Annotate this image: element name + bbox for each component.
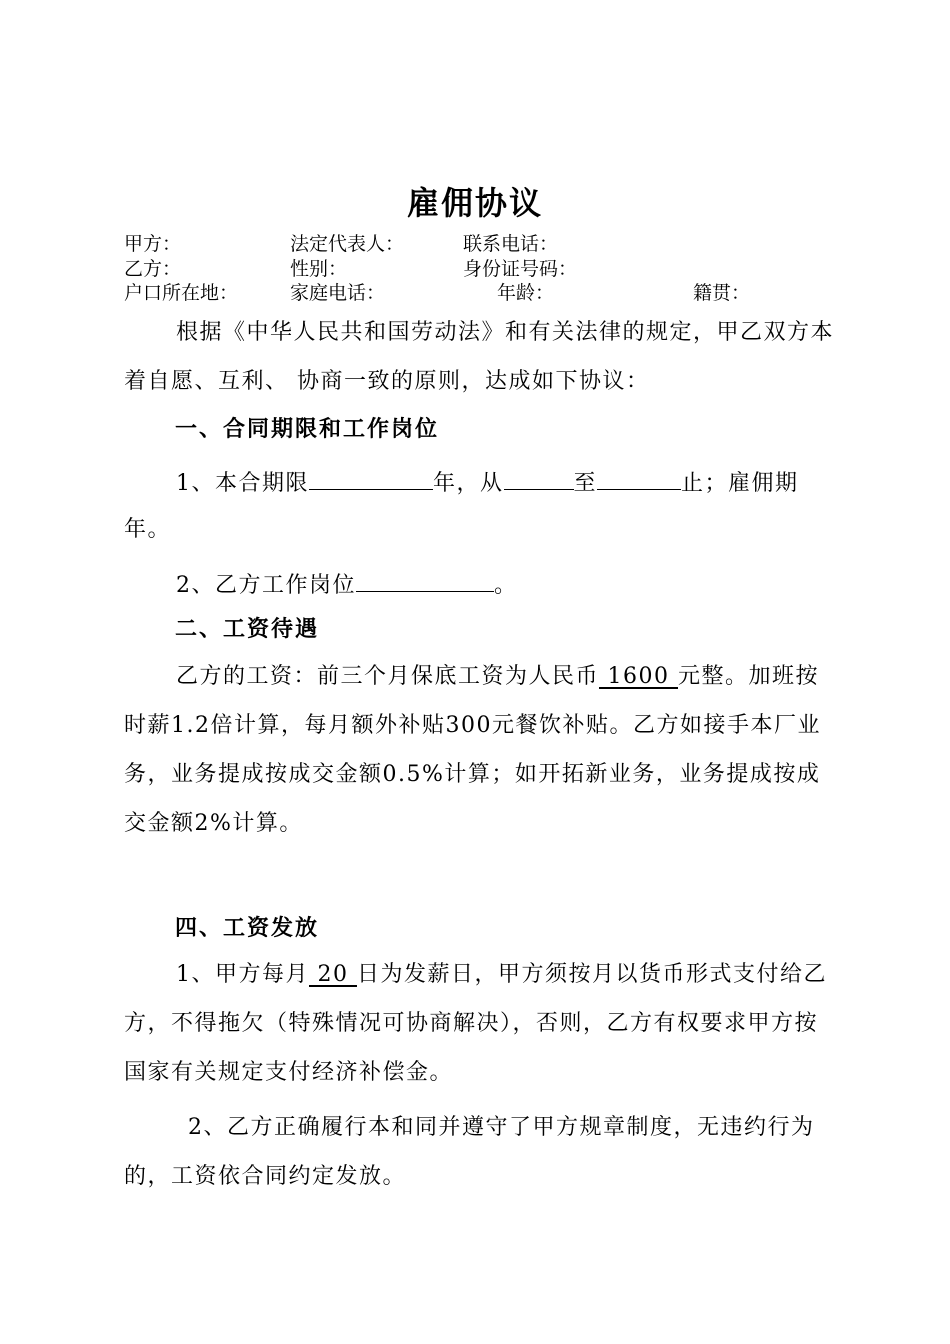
party-a-label: 甲方： bbox=[124, 233, 182, 255]
payday-value: 20 bbox=[309, 962, 357, 987]
position-end: 。 bbox=[494, 573, 518, 598]
gender-label: 性别： bbox=[290, 258, 348, 280]
id-number-label: 身份证号码： bbox=[463, 258, 578, 280]
term-text-3: 至 bbox=[573, 471, 598, 496]
section1-heading: 一、合同期限和工作岗位 bbox=[175, 416, 440, 442]
term-text-4: 止；雇佣期 bbox=[681, 471, 799, 496]
salary-paragraph bbox=[124, 652, 836, 848]
payday-text-2: 日为发薪日，甲方须按月以货币形式支付给乙方，不得拖欠（特殊情况可协商解决），否则，乙方有权要求甲方按国家有关规定支付经济补偿金。 bbox=[124, 962, 827, 1085]
term-line bbox=[176, 463, 888, 497]
salary-text-1: 乙方的工资：前三个月保底工资为人民币 bbox=[176, 664, 600, 689]
term-text-1: 1、本合期限 bbox=[176, 471, 309, 496]
payday-text-1: 1、甲方每月 bbox=[176, 962, 309, 987]
payday-paragraph bbox=[124, 950, 836, 1097]
section4-heading: 四、工资发放 bbox=[175, 915, 320, 941]
legal-rep-label: 法定代表人： bbox=[290, 233, 405, 255]
party-b-label: 乙方： bbox=[124, 258, 182, 280]
household-label: 户口所在地： bbox=[124, 282, 239, 304]
intro-paragraph: 根据《中华人民共和国劳动法》和有关法律的规定，甲乙双方本着自愿、互利、 协商一致的原则，达成如下协议： bbox=[124, 320, 835, 394]
native-place-label: 籍贯： bbox=[693, 282, 751, 304]
salary-text-2: 元整。加班按时薪1.2倍计算，每月额外补贴300元餐饮补贴。乙方如接手本厂业务，业务提成按成交金额0.5%计算；如开拓新业务，业务提成按成交金额2%计算。 bbox=[124, 664, 821, 836]
term-line-cont: 年。 bbox=[124, 517, 172, 542]
salary-amount: 1600 bbox=[599, 664, 678, 689]
position-text: 2、乙方工作岗位 bbox=[176, 573, 356, 598]
contact-phone-label: 联系电话： bbox=[463, 233, 559, 255]
wage-rule-paragraph: 2、乙方正确履行本和同并遵守了甲方规章制度，无违约行为的，工资依合同约定发放。 bbox=[124, 1115, 815, 1189]
age-label: 年龄： bbox=[497, 282, 555, 304]
term-years-blank[interactable] bbox=[309, 463, 433, 490]
document-title: 雇佣协议 bbox=[406, 184, 543, 222]
term-start-blank[interactable] bbox=[504, 463, 574, 490]
term-text-2: 年，从 bbox=[433, 471, 504, 496]
term-end-blank[interactable] bbox=[597, 463, 681, 490]
position-line bbox=[176, 565, 888, 599]
section2-heading: 二、工资待遇 bbox=[175, 616, 320, 642]
position-blank[interactable] bbox=[356, 565, 494, 592]
home-phone-label: 家庭电话： bbox=[290, 282, 386, 304]
